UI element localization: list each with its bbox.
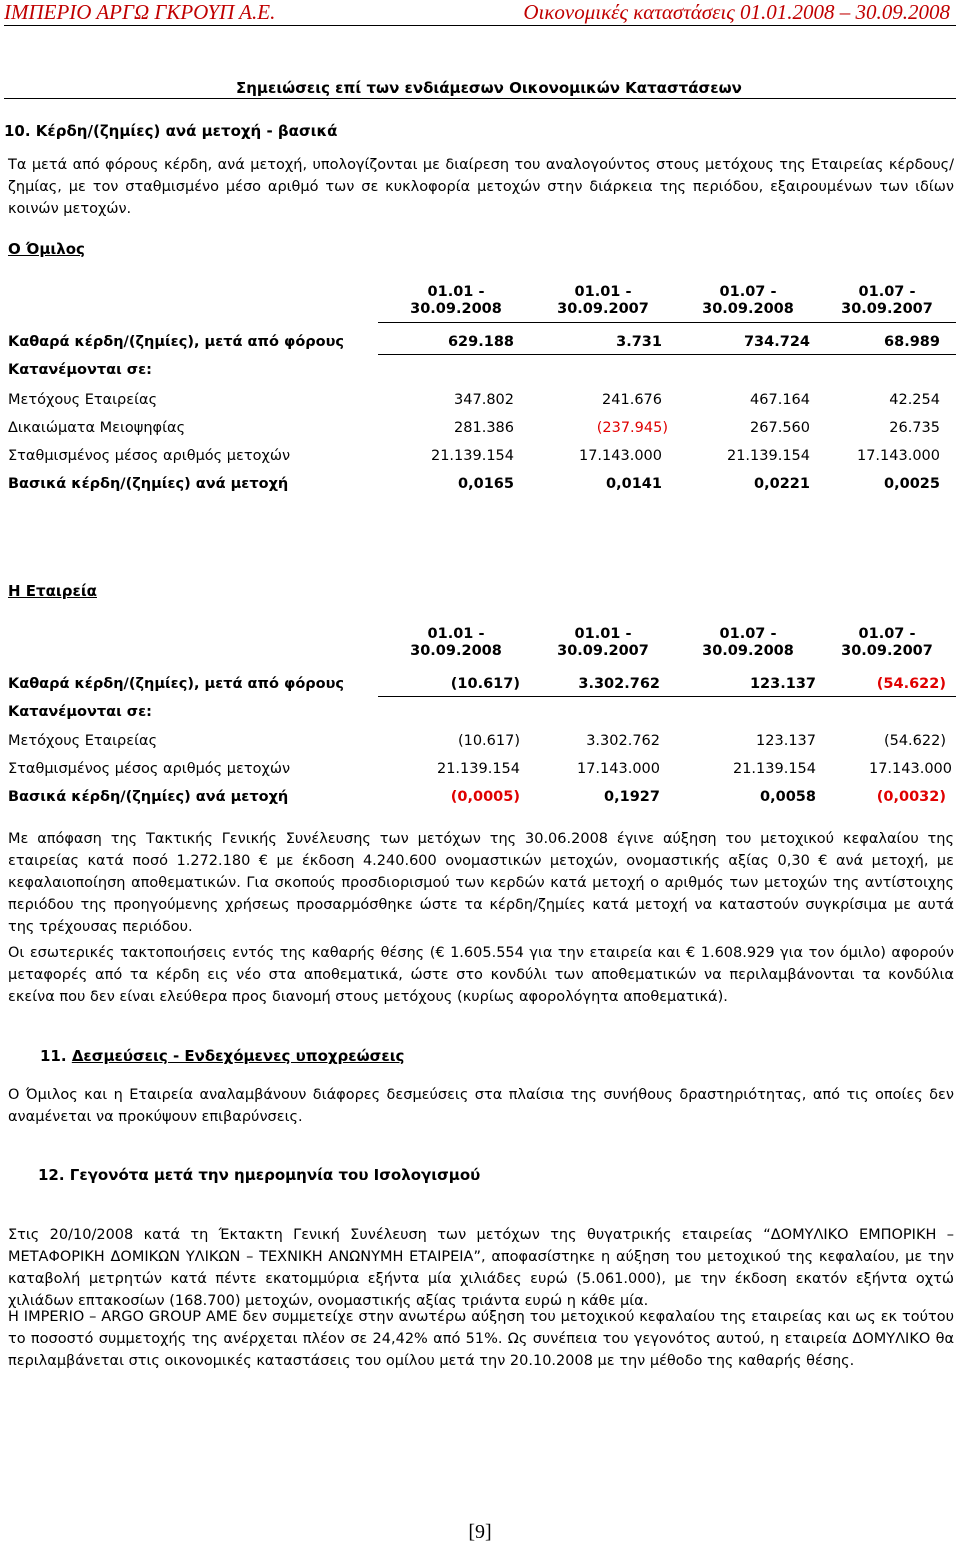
- row-label: Κατανέμονται σε:: [8, 362, 152, 378]
- group-weighted-row: [8, 448, 956, 468]
- cell: (54.622): [883, 733, 946, 749]
- row-label: Κατανέμονται σε:: [8, 704, 152, 720]
- col-line2: 30.09.2008: [702, 643, 794, 659]
- group-title: Ο Όμιλος: [8, 240, 85, 258]
- cell: 0,0221: [754, 476, 810, 492]
- col-line1: 01.01 -: [574, 284, 632, 300]
- cell: 3.302.762: [586, 733, 660, 749]
- cell: 0,0058: [760, 789, 816, 805]
- company-net-rule: [378, 696, 956, 697]
- col-line2: 30.09.2008: [410, 301, 502, 317]
- cell: 241.676: [602, 392, 662, 408]
- section-12-p2: Η IMPERIO – ARGO GROUP AME δεν συμμετείχε στην ανωτέρω αύξηση του μετοχικού κεφαλαίου της εταιρείας και ως εκ τούτου το ποσοστό συμμετοχής της ανέρχεται πλέον σε 24,42% από 51%. Ως συνέπεια του γεγονότος αυτού, η εταιρεία ΔΟΜΥΛΙΚΟ θα περιλαμβάνεται στις οικονομικές καταστάσεις του ομίλου μετά την 20.10.2008 με την μέθοδο της καθαρής θέσης.: [8, 1309, 954, 1369]
- group-net-row: [8, 334, 956, 354]
- cell: 123.137: [749, 676, 816, 692]
- cell: 0,1927: [604, 789, 660, 805]
- col-line2: 30.09.2007: [841, 301, 933, 317]
- cell: 629.188: [447, 334, 514, 350]
- section-11-title: [40, 1047, 404, 1065]
- company-col-2: [538, 626, 668, 660]
- cell: 21.139.154: [732, 761, 816, 777]
- header-company: ΙΜΠΕΡΙΟ ΑΡΓΩ ΓΚΡΟΥΠ Α.Ε.: [4, 0, 276, 24]
- col-line1: 01.07 -: [858, 284, 916, 300]
- header-rule: [4, 25, 956, 26]
- cell: 26.735: [889, 420, 940, 436]
- row-label: Καθαρά κέρδη/(ζημίες), μετά από φόρους: [8, 676, 345, 692]
- group-allocated-row: [8, 362, 956, 382]
- section-10-title: 10. Κέρδη/(ζημίες) ανά μετοχή - βασικά: [4, 122, 338, 140]
- cell: (237.945): [596, 420, 668, 436]
- company-shareholders-row: [8, 733, 956, 753]
- section-11-label: Δεσμεύσεις - Ενδεχόμενες υποχρεώσεις: [71, 1047, 405, 1065]
- notes-subtitle: Σημειώσεις επί των ενδιάμεσων Οικονομικών Καταστάσεων: [236, 79, 742, 97]
- col-line1: 01.01 -: [427, 284, 485, 300]
- company-net-row: [8, 676, 956, 696]
- group-minority-row: [8, 420, 956, 440]
- group-col-2: [538, 284, 668, 318]
- row-label: Δικαιώματα Μειοψηφίας: [8, 420, 186, 436]
- cell: 347.802: [454, 392, 514, 408]
- company-title: Η Εταιρεία: [8, 582, 97, 600]
- cell: 17.143.000: [856, 448, 940, 464]
- col-line1: 01.07 -: [858, 626, 916, 642]
- cell: 42.254: [889, 392, 940, 408]
- cell: 267.560: [750, 420, 810, 436]
- cell: 734.724: [743, 334, 810, 350]
- cell: 17.143.000: [868, 761, 952, 777]
- company-col-4: [822, 626, 952, 660]
- company-allocated-row: [8, 704, 956, 724]
- cell: 3.731: [616, 334, 662, 350]
- cell: (54.622): [876, 676, 946, 692]
- cell: 0,0025: [884, 476, 940, 492]
- cell: 21.139.154: [436, 761, 520, 777]
- cell: 0,0165: [458, 476, 514, 492]
- col-line2: 30.09.2007: [841, 643, 933, 659]
- cell: 123.137: [756, 733, 816, 749]
- company-col-3: [683, 626, 813, 660]
- col-line1: 01.01 -: [427, 626, 485, 642]
- col-line1: 01.07 -: [719, 284, 777, 300]
- cell: 17.143.000: [578, 448, 662, 464]
- note-capital-increase: Με απόφαση της Τακτικής Γενικής Συνέλευσης των μετόχων της 30.06.2008 έγινε αύξηση του μετοχικού κεφαλαίου της εταιρείας κατά ποσό 1.272.180 € με έκδοση 4.240.600 ονομαστικών μετοχών, ονομαστικής αξίας 0,30 € ανά μετοχή, με κεφαλαιοποίηση αποθεματικών. Για σκοπούς προσδιορισμού των κερδών κατά μετοχή ο αριθμός των μετοχών της αντίστοιχης περιόδου της προηγούμενης χρήσεως προσαρμόσθηκε ώστε τα κέρδη/ζημίες κατά μετοχή να καταστούν συγκρίσιμα με αυτά της τρέχουσας περιόδου.: [8, 831, 954, 935]
- section-12-title: 12. Γεγονότα μετά την ημερομηνία του Ισολογισμού: [38, 1166, 481, 1184]
- cell: (0,0005): [450, 789, 520, 805]
- row-label: Σταθμισμένος μέσος αριθμός μετοχών: [8, 448, 291, 464]
- cell: 0,0141: [606, 476, 662, 492]
- col-line2: 30.09.2007: [557, 643, 649, 659]
- cell: 21.139.154: [430, 448, 514, 464]
- group-eps-row: [8, 476, 956, 496]
- row-label: Σταθμισμένος μέσος αριθμός μετοχών: [8, 761, 291, 777]
- cell: 3.302.762: [578, 676, 660, 692]
- group-col-1: [391, 284, 521, 318]
- group-shareholders-row: [8, 392, 956, 412]
- section-11-number: 11.: [40, 1047, 67, 1065]
- col-line1: 01.07 -: [719, 626, 777, 642]
- group-header-rule: [378, 322, 956, 323]
- group-col-4: [822, 284, 952, 318]
- row-label: Βασικά κέρδη/(ζημίες) ανά μετοχή: [8, 789, 289, 805]
- row-label: Μετόχους Εταιρείας: [8, 392, 158, 408]
- company-col-1: [391, 626, 521, 660]
- header-period: Οικονομικές καταστάσεις 01.01.2008 – 30.09.2008: [523, 0, 950, 24]
- col-line2: 30.09.2007: [557, 301, 649, 317]
- cell: 68.989: [884, 334, 940, 350]
- row-label: Βασικά κέρδη/(ζημίες) ανά μετοχή: [8, 476, 289, 492]
- cell: 17.143.000: [576, 761, 660, 777]
- col-line2: 30.09.2008: [410, 643, 502, 659]
- page-header: [0, 0, 960, 24]
- cell: 281.386: [454, 420, 514, 436]
- group-net-rule: [378, 354, 956, 355]
- page-number: [9]: [468, 1521, 492, 1543]
- subtitle-rule: [4, 98, 956, 99]
- section-10-intro: Τα μετά από φόρους κέρδη, ανά μετοχή, υπολογίζονται με διαίρεση του αναλογούντος στους μετόχους της Εταιρείας κέρδους/ζημίας, με τον σταθμισμένο μέσο αριθμό των σε κυκλοφορία μετοχών στην διάρκεια της περιόδου, εξαιρουμένων των ιδίων κοινών μετοχών.: [8, 157, 954, 217]
- row-label: Μετόχους Εταιρείας: [8, 733, 158, 749]
- group-col-3: [683, 284, 813, 318]
- cell: (10.617): [450, 676, 520, 692]
- note-internal-adjustments: Οι εσωτερικές τακτοποιήσεις εντός της καθαρής θέσης (€ 1.605.554 για την εταιρεία και € 1.608.929 για τον όμιλο) αφορούν μεταφορές από τα κέρδη εις νέο στα αποθεματικά, ώστε στο κονδύλι των αποθεματικών να περιλαμβάνονται τα κονδύλια εκείνα που δεν είναι ελεύθερα προς διανομή στους μετόχους (κυρίως αφορολόγητα αποθεματικά).: [8, 945, 954, 1005]
- section-11-text: Ο Όμιλος και η Εταιρεία αναλαμβάνουν διάφορες δεσμεύσεις στα πλαίσια της συνήθους δραστηριότητας, από τις οποίες δεν αναμένεται να προκύψουν επιβαρύνσεις.: [8, 1087, 954, 1125]
- col-line2: 30.09.2008: [702, 301, 794, 317]
- cell: (0,0032): [876, 789, 946, 805]
- row-label: Καθαρά κέρδη/(ζημίες), μετά από φόρους: [8, 334, 345, 350]
- section-12-p1: Στις 20/10/2008 κατά τη Έκτακτη Γενική Συνέλευση των μετόχων της θυγατρικής εταιρείας “ΔΟΜΥΛΙΚΟ ΕΜΠΟΡΙΚΗ – ΜΕΤΑΦΟΡΙΚΗ ΔΟΜΙΚΩΝ ΥΛΙΚΩΝ – ΤΕΧΝΙΚΗ ΑΝΩΝΥΜΗ ΕΤΑΙΡΕΙΑ”, αποφασίστηκε η αύξηση του μετοχικού της κεφαλαίου, με την καταβολή μετρητών κατά πέντε εκατομμύρια εξήντα μία χιλιάδες ευρώ (5.061.000), με την έκδοση εκατόν εξήντα οχτώ χιλιάδων επτακοσίων (168.700) μετοχών, ονομαστικής αξίας τριάντα ευρώ η κάθε μία.: [8, 1227, 954, 1309]
- cell: 21.139.154: [726, 448, 810, 464]
- company-eps-row: [8, 789, 956, 809]
- cell: (10.617): [457, 733, 520, 749]
- company-weighted-row: [8, 761, 956, 781]
- cell: 467.164: [750, 392, 810, 408]
- col-line1: 01.01 -: [574, 626, 632, 642]
